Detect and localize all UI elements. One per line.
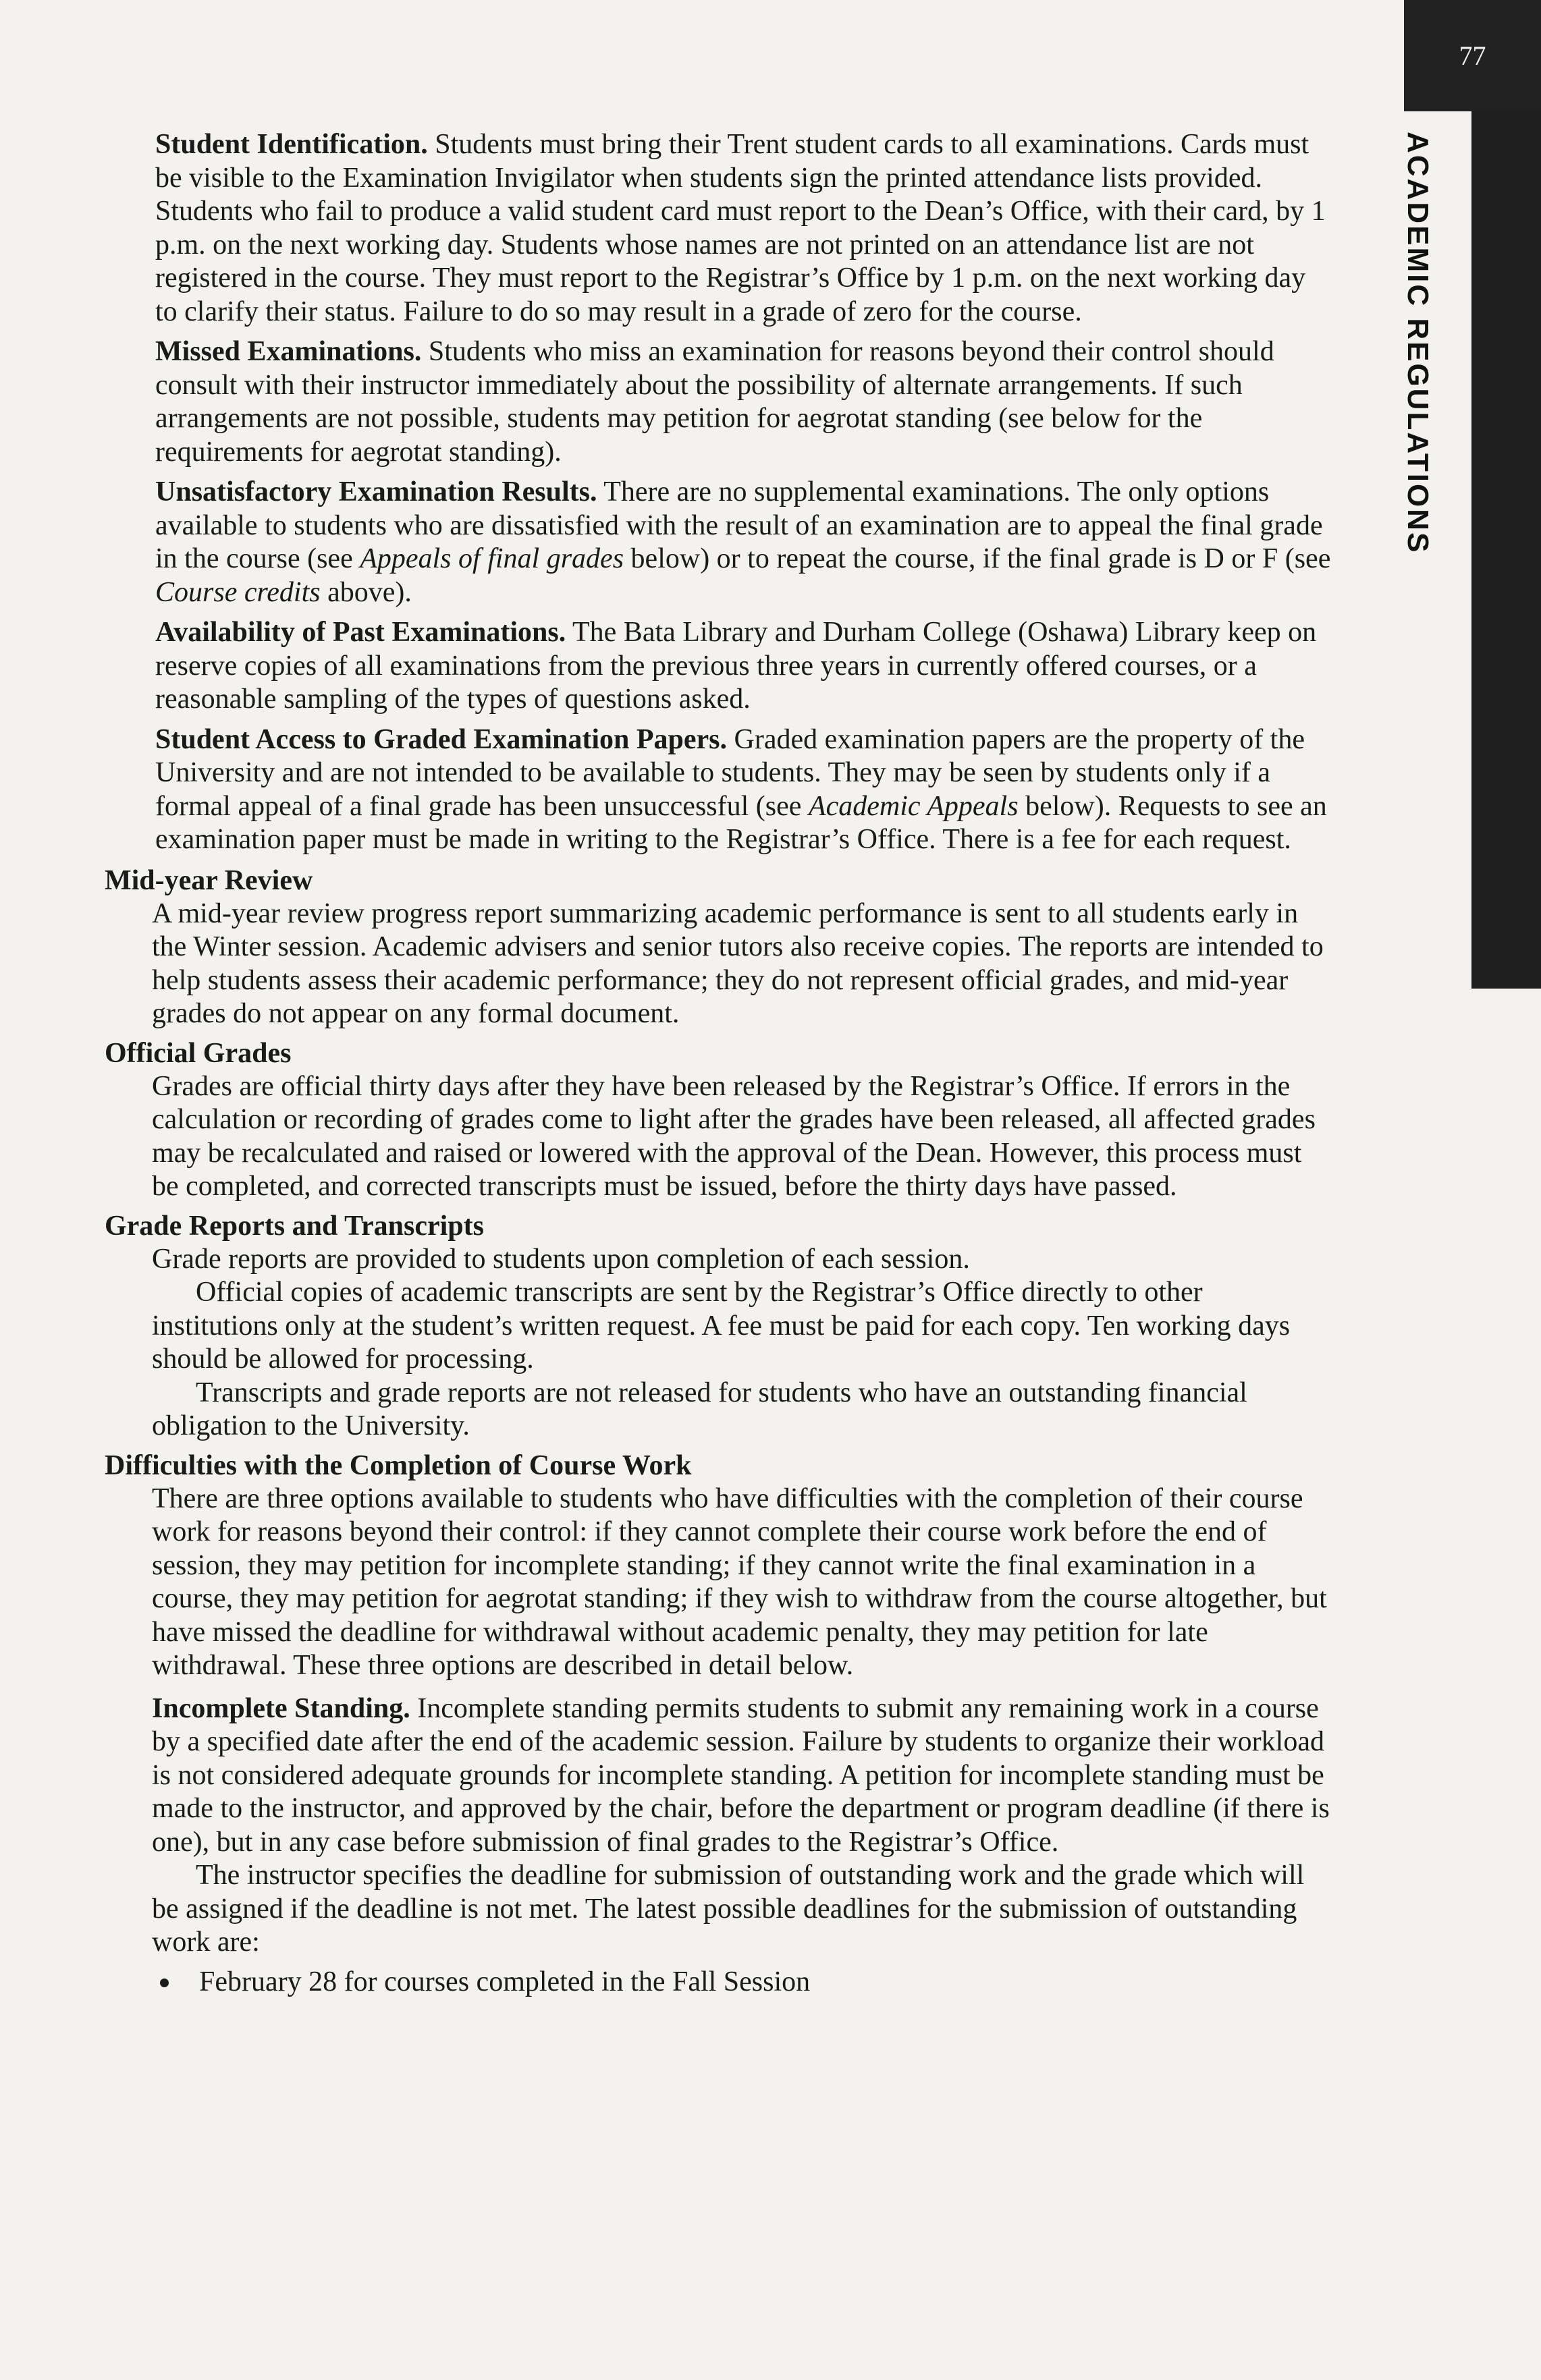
missed-examinations-paragraph	[155, 335, 1333, 469]
thumb-tab-bar	[1471, 111, 1541, 989]
grade-reports-heading: Grade Reports and Transcripts	[105, 1210, 484, 1242]
list-item-text: February 28 for courses completed in the Fall Session	[199, 1966, 811, 1997]
cross-reference: Appeals of final grades	[360, 543, 624, 574]
difficulties-heading: Difficulties with the Completion of Course Work	[105, 1449, 692, 1481]
list-item	[152, 1965, 1333, 1999]
entry-text: There are no supplemental examinations. The only options available to students who are dissatisfied with the result of an examination are to appeal the final grade in the course (see	[155, 476, 1323, 574]
entry-text: above).	[320, 576, 412, 608]
grade-reports-text: Grade reports are provided to students upon completion of each session.	[152, 1243, 970, 1275]
cross-reference: Course credits	[155, 576, 321, 608]
cross-reference: Academic Appeals	[808, 790, 1019, 822]
entry-text: The Bata Library and Durham College (Oshawa) Library keep on reserve copies of all examinations from the previous three years in currently offered courses, or a reasonable sampling of the types of questions asked.	[155, 617, 1317, 715]
incomplete-standing-paragraph	[152, 1692, 1333, 1860]
official-grades-heading: Official Grades	[105, 1037, 292, 1069]
entry-text: Students who miss an examination for reasons beyond their control should consult with their instructor immediately about the possibility of alternate arrangements. If such arrangements are not possible, students may petition for aegrotat standing (see below for the requirements for aegrotat standing).	[155, 336, 1274, 468]
past-examinations-paragraph	[155, 616, 1333, 717]
midyear-review-text: A mid-year review progress report summarizing academic performance is sent to all students early in the Winter session. Academic advisers and senior tutors also receive copies. The reports are intended to help students assess their academic performance; they do not represent official grades, and mid-year grades do not appear on any formal document.	[152, 897, 1324, 1029]
page-number: 77	[1404, 0, 1541, 111]
main-content	[105, 128, 1333, 1999]
student-identification-paragraph	[155, 128, 1333, 329]
financial-obligation-text: Transcripts and grade reports are not released for students who have an outstanding financial obligation to the University.	[152, 1377, 1247, 1441]
official-grades-text: Grades are official thirty days after they have been released by the Registrar’s Office. If errors in the calculation or recording of grades come to light after the grades have been released, all affected grades may be recalculated and raised or lowered with the approval of the Dean. However, this process must be completed, and corrected transcripts must be issued, before the thirty days have passed.	[152, 1070, 1316, 1202]
midyear-review-heading: Mid-year Review	[105, 864, 313, 896]
difficulties-text: There are three options available to students who have difficulties with the completion of their course work for reasons beyond their control: if they cannot complete their course work before the end of session, they may petition for incomplete standing; if they cannot write the final examination in a course, they may petition for aegrotat standing; if they wish to withdraw from the course altogether, but have missed the deadline for withdrawal without academic penalty, they may petition for late withdrawal. These three options are described in detail below.	[152, 1483, 1327, 1681]
entry-text: Graded examination papers are the property of the University and are not intended to be available to students. They may be seen by students only if a formal appeal of a final grade has been unsuccessful (see	[155, 723, 1305, 822]
entry-title: Unsatisfactory Examination Results.	[155, 476, 597, 507]
entry-title: Availability of Past Examinations.	[155, 617, 566, 648]
entry-text: below) or to repeat the course, if the final grade is D or F (see	[624, 543, 1331, 574]
transcripts-text: Official copies of academic transcripts are sent by the Registrar’s Office directly to other institutions only at the student’s written request. A fee must be paid for each copy. Ten working days should be allowed for processing.	[152, 1277, 1291, 1375]
entry-title: Student Identification.	[155, 129, 428, 160]
entry-title: Incomplete Standing.	[152, 1692, 410, 1724]
entry-title: Missed Examinations.	[155, 336, 422, 367]
deadline-list	[152, 1965, 1333, 1999]
instructor-deadline-text: The instructor specifies the deadline for submission of outstanding work and the grade which will be assigned if the deadline is not met. The latest possible deadlines for the submission of outstanding work are:	[152, 1860, 1305, 1958]
entry-text: Incomplete standing permits students to submit any remaining work in a course by a specified date after the end of the academic session. Failure by students to organize their workload is not considered adequate grounds for incomplete standing. A petition for incomplete standing must be made to the instructor, and approved by the chair, before the department or program deadline (if there is one), but in any case before submission of final grades to the Registrar’s Office.	[152, 1692, 1330, 1858]
unsatisfactory-results-paragraph	[155, 476, 1333, 609]
entry-text: Students must bring their Trent student cards to all examinations. Cards must be visible to the Examination Invigilator when students sign the printed attendance lists provided. Students who fail to produce a valid student card must report to the Dean’s Office, with their card, by 1 p.m. on the next working day. Students whose names are not printed on an attendance list are not registered in the course. They must report to the Registrar’s Office by 1 p.m. on the next working day to clarify their status. Failure to do so may result in a grade of zero for the course.	[155, 129, 1326, 327]
graded-papers-paragraph	[155, 723, 1333, 857]
entry-title: Student Access to Graded Examination Papers.	[155, 723, 728, 755]
section-tab-label: ACADEMIC REGULATIONS	[1401, 132, 1434, 555]
entry-text: below). Requests to see an examination paper must be made in writing to the Registrar’s Office. There is a fee for each request.	[155, 790, 1327, 855]
bullet-icon	[160, 1978, 169, 1987]
